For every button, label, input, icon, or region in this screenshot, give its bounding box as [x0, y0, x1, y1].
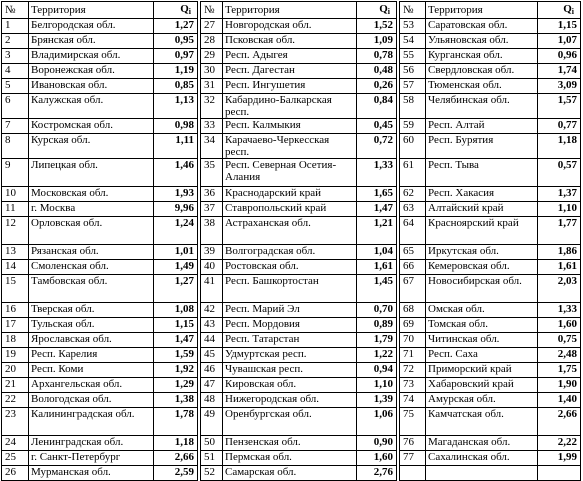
q-value: 1,22 — [357, 348, 397, 363]
territory-name: Респ. Тыва — [426, 159, 538, 187]
row-number: 38 — [201, 217, 223, 245]
row-number: 20 — [2, 363, 29, 378]
q-value: 1,40 — [538, 393, 581, 408]
territory-name: Краснодарский край — [223, 187, 357, 202]
row-number: 13 — [2, 245, 29, 260]
row-number: 25 — [2, 451, 29, 466]
q-value: 1,77 — [538, 217, 581, 245]
q-value: 1,46 — [154, 159, 198, 187]
territory-name: Смоленская обл. — [29, 260, 154, 275]
territory-name: Красноярский край — [426, 217, 538, 245]
q-value: 0,75 — [538, 333, 581, 348]
territory-name: Орловская обл. — [29, 217, 154, 245]
q-value — [538, 466, 581, 481]
territory-name: Респ. Хакасия — [426, 187, 538, 202]
row-number: 3 — [2, 49, 29, 64]
table-row — [2, 119, 581, 134]
territory-name: Архангельская обл. — [29, 378, 154, 393]
territory-name: Тамбовская обл. — [29, 275, 154, 303]
territory-name: Ивановская обл. — [29, 79, 154, 94]
row-number: 21 — [2, 378, 29, 393]
territory-name: Калужская обл. — [29, 94, 154, 119]
territory-name: Оренбургская обл. — [223, 408, 357, 436]
territory-name: Магаданская обл. — [426, 436, 538, 451]
row-number: 33 — [201, 119, 223, 134]
q-value: 1,65 — [357, 187, 397, 202]
q-value: 1,33 — [538, 303, 581, 318]
q-value: 1,33 — [357, 159, 397, 187]
row-number: 56 — [400, 64, 426, 79]
row-number: 44 — [201, 333, 223, 348]
q-value: 1,10 — [357, 378, 397, 393]
row-number: 22 — [2, 393, 29, 408]
q-value: 1,09 — [357, 34, 397, 49]
row-number: 57 — [400, 79, 426, 94]
territory-name: Респ. Марий Эл — [223, 303, 357, 318]
territory-name: Московская обл. — [29, 187, 154, 202]
territory-name: Челябинская обл. — [426, 94, 538, 119]
table-row — [2, 348, 581, 363]
territory-name: Амурская обл. — [426, 393, 538, 408]
row-number: 9 — [2, 159, 29, 187]
q-value: 1,92 — [154, 363, 198, 378]
row-number: 53 — [400, 19, 426, 34]
territory-name: Белгородская обл. — [29, 19, 154, 34]
territory-name: Кабардино-Балкарская респ. — [223, 94, 357, 119]
row-number: 35 — [201, 159, 223, 187]
q-value: 0,89 — [357, 318, 397, 333]
row-number: 42 — [201, 303, 223, 318]
territory-name: Томская обл. — [426, 318, 538, 333]
q-value: 1,57 — [538, 94, 581, 119]
territory-name: Псковская обл. — [223, 34, 357, 49]
row-number: 43 — [201, 318, 223, 333]
q-value: 1,60 — [357, 451, 397, 466]
q-value: 0,85 — [154, 79, 198, 94]
row-number: 55 — [400, 49, 426, 64]
territory-name: Воронежская обл. — [29, 64, 154, 79]
q-value: 1,38 — [154, 393, 198, 408]
header-q — [357, 2, 397, 19]
territory-name: Респ. Северная Осетия-Алания — [223, 159, 357, 187]
q-value: 1,52 — [357, 19, 397, 34]
territory-name: Ульяновская обл. — [426, 34, 538, 49]
q-value: 1,13 — [154, 94, 198, 119]
territory-name: Волгоградская обл. — [223, 245, 357, 260]
territory-name: Респ. Калмыкия — [223, 119, 357, 134]
row-number: 36 — [201, 187, 223, 202]
row-number: 31 — [201, 79, 223, 94]
q-value: 1,93 — [154, 187, 198, 202]
q-value: 0,48 — [357, 64, 397, 79]
table-row — [2, 49, 581, 64]
q-value: 1,60 — [538, 318, 581, 333]
q-value: 1,27 — [154, 19, 198, 34]
row-number: 29 — [201, 49, 223, 64]
territory-name: Респ. Мордовия — [223, 318, 357, 333]
row-number: 41 — [201, 275, 223, 303]
table-body — [2, 2, 581, 481]
row-number: 16 — [2, 303, 29, 318]
row-number: 6 — [2, 94, 29, 119]
row-number: 69 — [400, 318, 426, 333]
table-row — [2, 134, 581, 159]
q-value: 0,94 — [357, 363, 397, 378]
q-value: 0,84 — [357, 94, 397, 119]
q-value: 2,22 — [538, 436, 581, 451]
row-number: 7 — [2, 119, 29, 134]
territory-name: Тверская обл. — [29, 303, 154, 318]
header-q-label: Q — [379, 2, 388, 15]
row-number: 74 — [400, 393, 426, 408]
q-value: 1,37 — [538, 187, 581, 202]
q-value: 1,59 — [154, 348, 198, 363]
header-q — [538, 2, 581, 19]
header-q-subscript: i — [571, 6, 574, 16]
row-number: 52 — [201, 466, 223, 481]
territory-name: Респ. Адыгея — [223, 49, 357, 64]
table-row — [2, 333, 581, 348]
q-value: 9,96 — [154, 202, 198, 217]
table-row — [2, 94, 581, 119]
row-number: 37 — [201, 202, 223, 217]
q-value: 1,90 — [538, 378, 581, 393]
q-value: 2,66 — [538, 408, 581, 436]
table-row — [2, 363, 581, 378]
territory-name: Кировская обл. — [223, 378, 357, 393]
q-value: 0,45 — [357, 119, 397, 134]
row-number: 11 — [2, 202, 29, 217]
q-value: 1,39 — [357, 393, 397, 408]
q-value: 2,03 — [538, 275, 581, 303]
q-value: 1,08 — [154, 303, 198, 318]
territory-name: Тюменская обл. — [426, 79, 538, 94]
row-number: 14 — [2, 260, 29, 275]
row-number: 59 — [400, 119, 426, 134]
row-number: 1 — [2, 19, 29, 34]
territory-name: Камчатская обл. — [426, 408, 538, 436]
territory-name: Новгородская обл. — [223, 19, 357, 34]
table-row — [2, 436, 581, 451]
row-number: 19 — [2, 348, 29, 363]
territory-name: Удмуртская респ. — [223, 348, 357, 363]
row-number: 2 — [2, 34, 29, 49]
header-num — [2, 2, 29, 19]
header-num-label: № — [403, 4, 414, 16]
row-number: 66 — [400, 260, 426, 275]
q-value: 1,01 — [154, 245, 198, 260]
q-value: 1,49 — [154, 260, 198, 275]
territory-name: Респ. Коми — [29, 363, 154, 378]
q-value: 1,18 — [154, 436, 198, 451]
territory-name: Респ. Саха — [426, 348, 538, 363]
row-number: 30 — [201, 64, 223, 79]
territory-name: Свердловская обл. — [426, 64, 538, 79]
header-territory — [29, 2, 154, 19]
q-value: 1,24 — [154, 217, 198, 245]
header-num — [201, 2, 223, 19]
table-row — [2, 34, 581, 49]
territory-name: Респ. Бурятия — [426, 134, 538, 159]
territory-name: Алтайский край — [426, 202, 538, 217]
q-value: 1,86 — [538, 245, 581, 260]
q-value: 2,76 — [357, 466, 397, 481]
row-number: 63 — [400, 202, 426, 217]
row-number: 68 — [400, 303, 426, 318]
q-value: 1,19 — [154, 64, 198, 79]
row-number: 10 — [2, 187, 29, 202]
row-number: 15 — [2, 275, 29, 303]
q-value: 1,11 — [154, 134, 198, 159]
table-row — [2, 159, 581, 187]
territory-name: Саратовская обл. — [426, 19, 538, 34]
q-value: 2,48 — [538, 348, 581, 363]
table-row — [2, 64, 581, 79]
q-value: 1,47 — [357, 202, 397, 217]
header-q-subscript: i — [387, 6, 390, 16]
row-number: 34 — [201, 134, 223, 159]
row-number: 47 — [201, 378, 223, 393]
table-header-row — [2, 2, 581, 19]
row-number: 51 — [201, 451, 223, 466]
row-number: 26 — [2, 466, 29, 481]
q-value: 1,78 — [154, 408, 198, 436]
table-row — [2, 378, 581, 393]
header-territory — [426, 2, 538, 19]
header-q-subscript: i — [188, 6, 191, 16]
row-number: 70 — [400, 333, 426, 348]
q-value: 1,21 — [357, 217, 397, 245]
row-number: 12 — [2, 217, 29, 245]
row-number: 77 — [400, 451, 426, 466]
territory-name: Пермская обл. — [223, 451, 357, 466]
header-num — [400, 2, 426, 19]
territory-name: Ярославская обл. — [29, 333, 154, 348]
territory-name: Читинская обл. — [426, 333, 538, 348]
territory-name: Владимирская обл. — [29, 49, 154, 64]
header-q — [154, 2, 198, 19]
row-number: 50 — [201, 436, 223, 451]
territory-name: Новосибирская обл. — [426, 275, 538, 303]
territory-name: Вологодская обл. — [29, 393, 154, 408]
territory-name: Рязанская обл. — [29, 245, 154, 260]
table-row — [2, 408, 581, 436]
header-territory-label: Территория — [31, 4, 86, 16]
q-value: 1,61 — [357, 260, 397, 275]
territory-name: Ленинградская обл. — [29, 436, 154, 451]
q-value: 2,59 — [154, 466, 198, 481]
q-value: 0,77 — [538, 119, 581, 134]
row-number: 17 — [2, 318, 29, 333]
header-territory-label: Территория — [428, 4, 483, 16]
territory-name: Ставропольский край — [223, 202, 357, 217]
header-num-label: № — [5, 4, 16, 16]
row-number: 28 — [201, 34, 223, 49]
table-row — [2, 393, 581, 408]
q-value: 0,97 — [154, 49, 198, 64]
row-number: 4 — [2, 64, 29, 79]
q-value: 0,70 — [357, 303, 397, 318]
territory-name: Калининградская обл. — [29, 408, 154, 436]
q-value: 1,27 — [154, 275, 198, 303]
row-number: 62 — [400, 187, 426, 202]
table-row — [2, 466, 581, 481]
header-q-label: Q — [180, 2, 189, 15]
row-number: 48 — [201, 393, 223, 408]
territory-name: Сахалинская обл. — [426, 451, 538, 466]
territory-name: Самарская обл. — [223, 466, 357, 481]
territory-name: Респ. Башкортостан — [223, 275, 357, 303]
table-row — [2, 318, 581, 333]
territory-name: Иркутская обл. — [426, 245, 538, 260]
territory-name: Пензенская обл. — [223, 436, 357, 451]
row-number: 67 — [400, 275, 426, 303]
territory-name: Чувашская респ. — [223, 363, 357, 378]
row-number: 27 — [201, 19, 223, 34]
row-number: 64 — [400, 217, 426, 245]
q-value: 1,29 — [154, 378, 198, 393]
header-territory-label: Территория — [225, 4, 280, 16]
territory-name: г. Санкт-Петербург — [29, 451, 154, 466]
row-number: 73 — [400, 378, 426, 393]
territory-name: Приморский край — [426, 363, 538, 378]
q-value: 1,06 — [357, 408, 397, 436]
territory-name: Омская обл. — [426, 303, 538, 318]
row-number: 23 — [2, 408, 29, 436]
territory-name: Нижегородская обл. — [223, 393, 357, 408]
row-number: 54 — [400, 34, 426, 49]
table-row — [2, 187, 581, 202]
territory-name: Ростовская обл. — [223, 260, 357, 275]
row-number: 32 — [201, 94, 223, 119]
row-number: 46 — [201, 363, 223, 378]
row-number: 24 — [2, 436, 29, 451]
q-value: 0,26 — [357, 79, 397, 94]
header-num-label: № — [204, 4, 215, 16]
table-row — [2, 19, 581, 34]
q-value: 0,98 — [154, 119, 198, 134]
q-value: 0,96 — [538, 49, 581, 64]
header-q-label: Q — [563, 2, 572, 15]
territory-name: Липецкая обл. — [29, 159, 154, 187]
table-row — [2, 275, 581, 303]
territory-name: Респ. Алтай — [426, 119, 538, 134]
territory-name: Респ. Татарстан — [223, 333, 357, 348]
row-number: 65 — [400, 245, 426, 260]
q-value: 1,79 — [357, 333, 397, 348]
q-value: 1,04 — [357, 245, 397, 260]
territory-name: Хабаровский край — [426, 378, 538, 393]
territory-name: Мурманская обл. — [29, 466, 154, 481]
table-row — [2, 217, 581, 245]
row-number: 49 — [201, 408, 223, 436]
q-value: 1,61 — [538, 260, 581, 275]
q-value: 2,66 — [154, 451, 198, 466]
row-number: 71 — [400, 348, 426, 363]
territory-name: Костромская обл. — [29, 119, 154, 134]
row-number: 39 — [201, 245, 223, 260]
q-value: 1,18 — [538, 134, 581, 159]
territory-name: Кемеровская обл. — [426, 260, 538, 275]
row-number: 5 — [2, 79, 29, 94]
row-number: 45 — [201, 348, 223, 363]
table-row — [2, 79, 581, 94]
table-row — [2, 260, 581, 275]
q-value: 1,75 — [538, 363, 581, 378]
q-value: 1,47 — [154, 333, 198, 348]
row-number: 58 — [400, 94, 426, 119]
regions-table — [1, 1, 581, 481]
territory-name: Респ. Дагестан — [223, 64, 357, 79]
q-value: 1,45 — [357, 275, 397, 303]
q-value: 1,10 — [538, 202, 581, 217]
row-number — [400, 466, 426, 481]
q-value: 1,99 — [538, 451, 581, 466]
q-value: 1,15 — [538, 19, 581, 34]
territory-name: Тульская обл. — [29, 318, 154, 333]
row-number: 60 — [400, 134, 426, 159]
row-number: 72 — [400, 363, 426, 378]
q-value: 1,15 — [154, 318, 198, 333]
row-number: 40 — [201, 260, 223, 275]
q-value: 3,09 — [538, 79, 581, 94]
territory-name: Курганская обл. — [426, 49, 538, 64]
q-value: 0,95 — [154, 34, 198, 49]
q-value: 0,90 — [357, 436, 397, 451]
q-value: 0,72 — [357, 134, 397, 159]
row-number: 61 — [400, 159, 426, 187]
table-row — [2, 202, 581, 217]
territory-name: Брянская обл. — [29, 34, 154, 49]
row-number: 76 — [400, 436, 426, 451]
table-row — [2, 451, 581, 466]
q-value: 1,07 — [538, 34, 581, 49]
row-number: 8 — [2, 134, 29, 159]
territory-name: Респ. Карелия — [29, 348, 154, 363]
table-row — [2, 245, 581, 260]
q-value: 0,57 — [538, 159, 581, 187]
territory-name: Курская обл. — [29, 134, 154, 159]
row-number: 75 — [400, 408, 426, 436]
header-territory — [223, 2, 357, 19]
territory-name: Астраханская обл. — [223, 217, 357, 245]
q-value: 0,78 — [357, 49, 397, 64]
territory-name — [426, 466, 538, 481]
row-number: 18 — [2, 333, 29, 348]
territory-name: Карачаево-Черкесская респ. — [223, 134, 357, 159]
table-row — [2, 303, 581, 318]
territory-name: Респ. Ингушетия — [223, 79, 357, 94]
q-value: 1,74 — [538, 64, 581, 79]
territory-name: г. Москва — [29, 202, 154, 217]
